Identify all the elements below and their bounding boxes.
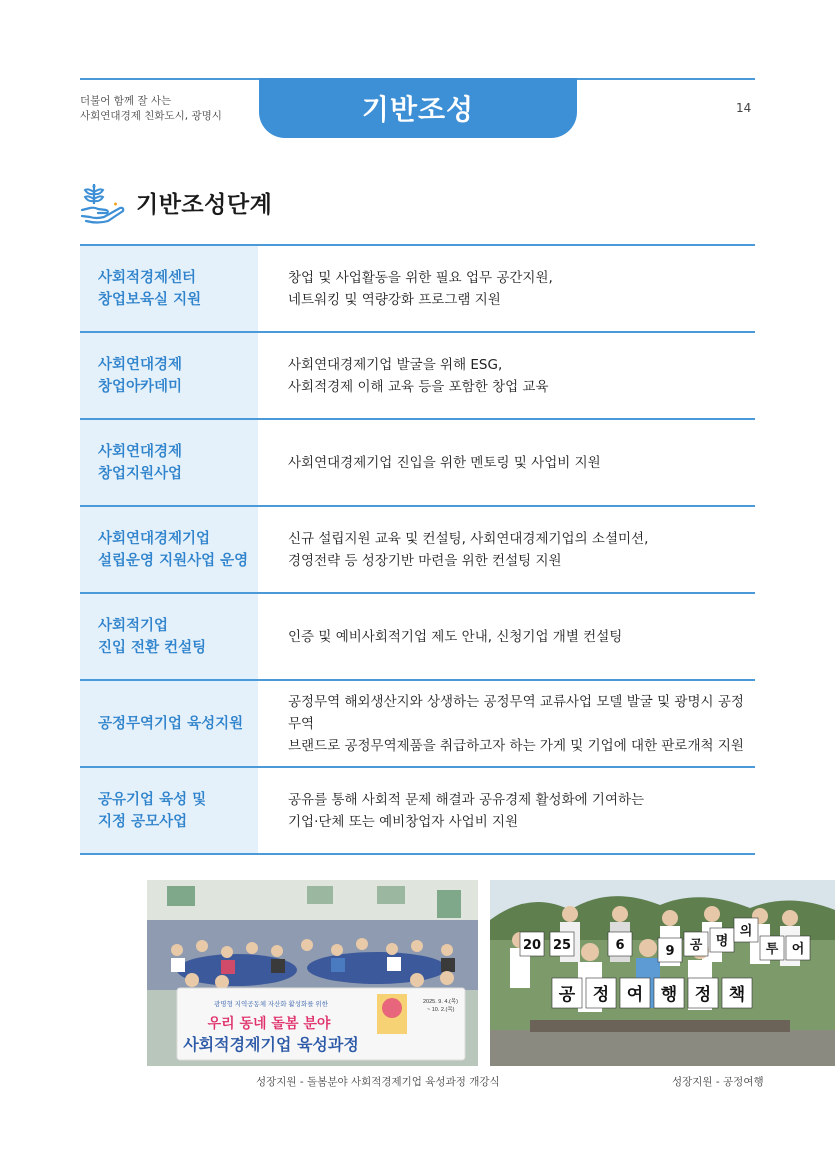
opening-ceremony-illustration — [147, 880, 478, 1066]
sign-top-9: 어 — [791, 942, 805, 957]
photo-fair-travel — [490, 880, 835, 1066]
row-label: 사회연대경제 창업아카데미 — [80, 333, 258, 418]
row-description: 신규 설립지원 교육 및 컨설팅, 사회연대경제기업의 소셜미션, 경영전략 등 성장기반 마련을 위한 컨설팅 지원 — [288, 530, 649, 569]
row-label: 사회연대경제기업 설립운영 지원사업 운영 — [80, 507, 258, 592]
sign-top-7: 의 — [739, 924, 753, 939]
page-number: 14 — [736, 101, 752, 115]
photo-caption-2: 성장지원 - 공정여행 — [672, 1076, 764, 1088]
photo-caption-1: 성장지원 - 돌봄분야 사회적경제기업 육성과정 개강식 — [256, 1076, 500, 1088]
sign-bottom-6: 책 — [728, 985, 746, 1005]
sign-top-2: 25 — [552, 938, 572, 953]
sign-bottom-4: 행 — [660, 985, 678, 1005]
row-description: 창업 및 사업활동을 위한 필요 업무 공간지원, 네트워킹 및 역량강화 프로그램 지원 — [288, 269, 553, 308]
row-description: 공유를 통해 사회적 문제 해결과 공유경제 활성화에 기여하는 기업·단체 또는 예비창업자 사업비 지원 — [288, 791, 645, 830]
table-row — [80, 420, 755, 507]
row-label: 사회연대경제 창업지원사업 — [80, 420, 258, 505]
row-description: 사회연대경제기업 진입을 위한 멘토링 및 사업비 지원 — [288, 454, 601, 471]
sign-top-5: 공 — [689, 938, 703, 953]
sign-top-4: 9 — [665, 944, 675, 959]
banner-subtitle: 광명형 지역공동체 자산화 활성화를 위한 — [214, 1001, 328, 1008]
row-description: 공정무역 해외생산지와 상생하는 공정무역 교류사업 모델 발굴 및 광명시 공정무역 브랜드로 공정무역제품을 취급하고자 하는 가게 및 기업에 대한 판로개척 지원 — [288, 693, 744, 754]
table-row — [80, 594, 755, 681]
sign-bottom-3: 여 — [626, 985, 644, 1005]
row-description: 인증 및 예비사회적기업 제도 안내, 신청기업 개별 컨설팅 — [288, 628, 623, 645]
sign-top-1: 20 — [522, 938, 542, 953]
table-row — [80, 246, 755, 333]
row-label: 사회적경제센터 창업보육실 지원 — [80, 246, 258, 331]
row-label: 사회적기업 진입 전환 컨설팅 — [80, 594, 258, 679]
photo-opening-ceremony — [147, 880, 478, 1066]
chapter-title: 기반조성 — [361, 93, 475, 126]
sign-top-8: 투 — [765, 942, 779, 957]
table-row — [80, 681, 755, 768]
hand-sprout-icon — [80, 180, 126, 224]
section-header — [80, 180, 272, 224]
sign-top-6: 명 — [715, 934, 729, 949]
table-row — [80, 507, 755, 594]
support-table — [80, 244, 755, 855]
brand-line-1: 더불어 함께 잘 사는 — [80, 95, 172, 107]
banner-line-1: 우리 동네 돌봄 분야 — [207, 1016, 331, 1032]
row-label: 공정무역기업 육성지원 — [80, 681, 258, 766]
banner-date-end: ~ 10. 2.(목) — [427, 1007, 455, 1013]
row-description: 사회연대경제기업 발굴을 위해 ESG, 사회적경제 이해 교육 등을 포함한 창업 교육 — [288, 356, 549, 395]
sign-bottom-2: 정 — [592, 985, 610, 1005]
sign-bottom-5: 정 — [694, 985, 712, 1005]
banner-line-2: 사회적경제기업 육성과정 — [183, 1035, 359, 1054]
row-label: 공유기업 육성 및 지정 공모사업 — [80, 768, 258, 853]
fair-travel-illustration — [490, 880, 835, 1066]
table-row — [80, 768, 755, 855]
banner-date-start: 2025. 9. 4.(목) — [423, 999, 458, 1005]
sign-bottom-1: 공 — [558, 985, 576, 1005]
sign-top-3: 6 — [615, 938, 625, 953]
chapter-tab — [259, 78, 577, 138]
brand-slogan — [80, 94, 222, 124]
brand-line-2: 사회연대경제 친화도시, 광명시 — [80, 110, 222, 122]
section-title: 기반조성단계 — [136, 191, 273, 218]
table-row — [80, 333, 755, 420]
